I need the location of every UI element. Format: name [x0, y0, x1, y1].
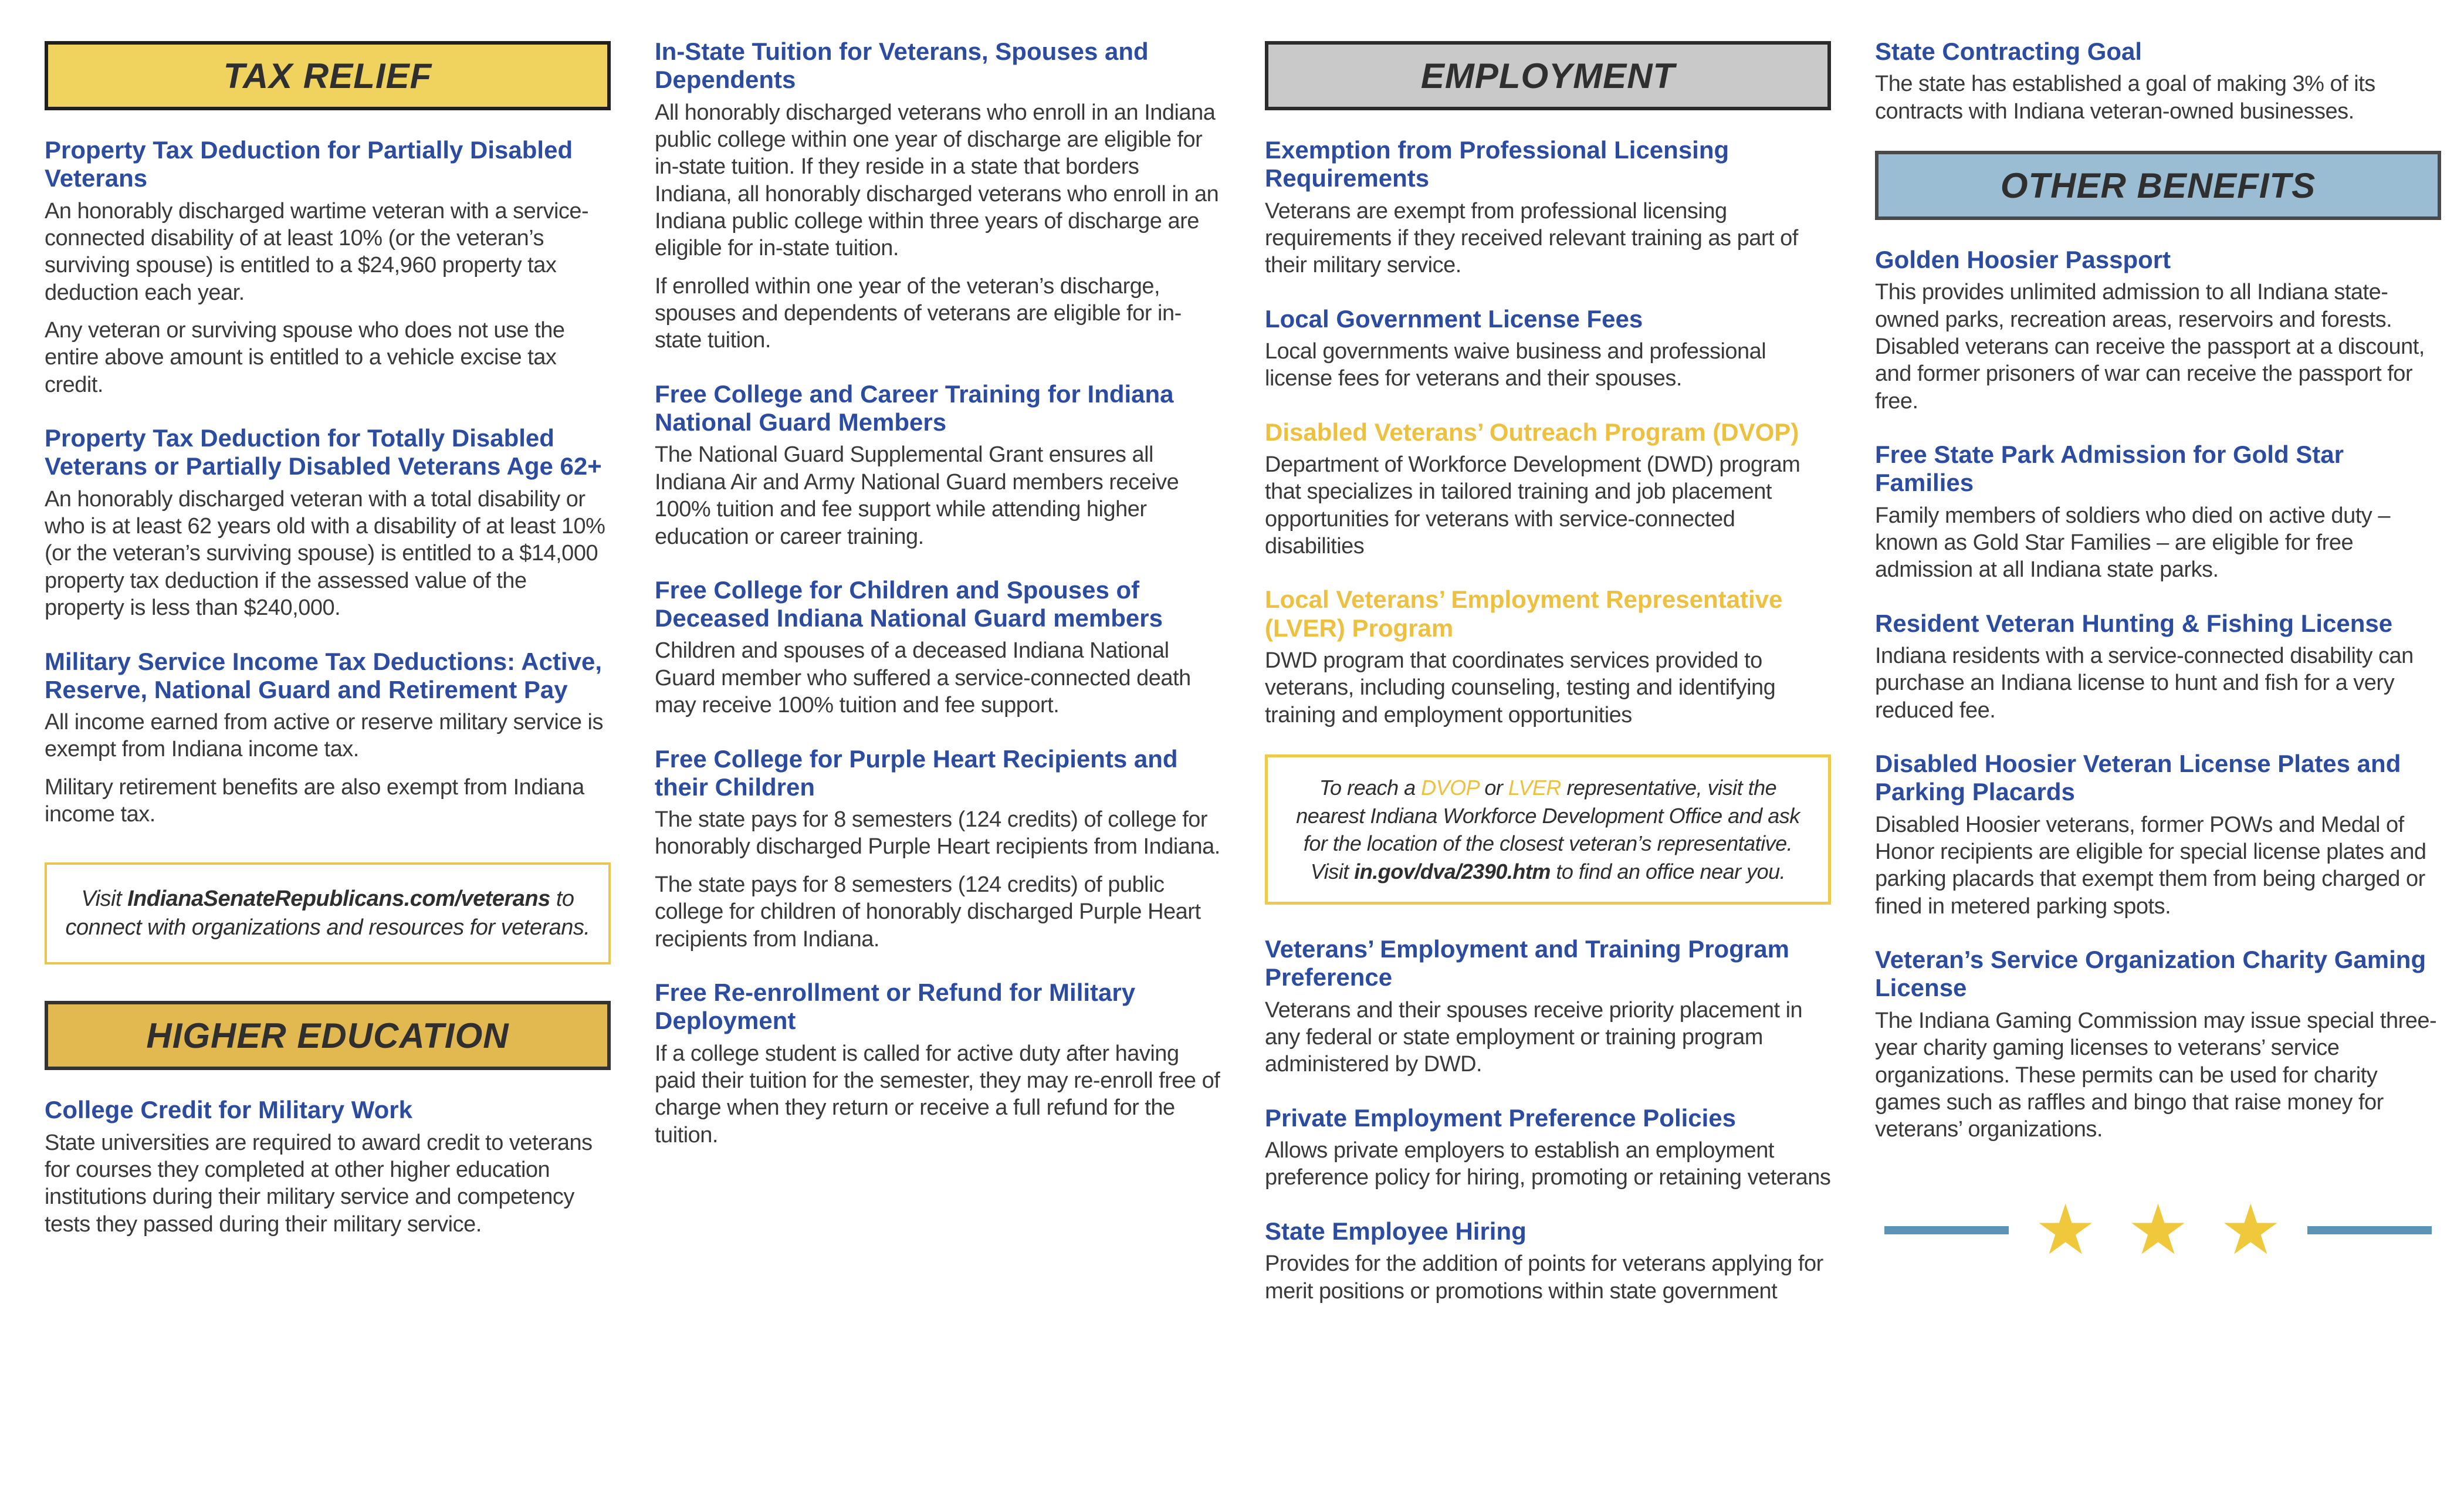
section-state-contracting-goal — [1875, 38, 2441, 125]
section-heading: Veteran’s Service Organization Charity Gaming License — [1875, 946, 2426, 1002]
section-band-employment — [1265, 41, 1831, 110]
section-license-plates-placards — [1875, 750, 2441, 920]
section-paragraph: Military retirement benefits are also exempt from Indiana income tax. — [45, 774, 584, 827]
section-band-other-benefits — [1875, 151, 2441, 220]
section-paragraph: Veterans are exempt from professional licensing requirements if they received relevant training as part of their military service. — [1265, 198, 1798, 278]
section-heading: Local Government License Fees — [1265, 304, 1643, 333]
callout-text: to connect with organizations and resources for veterans. — [65, 886, 590, 940]
callout-text: Visit — [81, 886, 128, 911]
section-paragraph: All income earned from active or reserve military service is exempt from Indiana income tax. — [45, 710, 603, 762]
section-heading: Private Employment Preference Policies — [1265, 1104, 1737, 1132]
section-lver — [1265, 585, 1831, 729]
section-heading: Free State Park Admission for Gold Star Families — [1875, 441, 2344, 497]
section-free-college-national-guard — [655, 380, 1221, 550]
section-paragraph: The Indiana Gaming Commission may issue special three-year charity gaming licenses to veterans’ service organizations. These permits can be used for charity games such as raffles and bingo that raise money for veterans’ organizations. — [1875, 1008, 2437, 1142]
section-heading: Golden Hoosier Passport — [1875, 246, 2171, 274]
section-free-college-purple-heart — [655, 745, 1221, 953]
column-tax-relief — [45, 38, 611, 1496]
section-paragraph: An honorably discharged veteran with a total disability or who is at least 62 years old with a disability of at least 10% (or the veteran’s surviving spouse) is entitled to a $14,000 property tax deduction if the assessed value of the property is less than $240,000. — [45, 486, 605, 621]
section-paragraph: Allows private employers to establish an employment preference policy for hiring, promoting or retaining veterans — [1265, 1138, 1831, 1190]
section-charity-gaming-license — [1875, 946, 2441, 1143]
section-heading-gold: Local Veterans’ Employment Representative (LVER) Program — [1265, 585, 1783, 642]
section-golden-hoosier-passport — [1875, 246, 2441, 415]
section-heading: State Contracting Goal — [1875, 38, 2143, 65]
section-property-tax-totally-disabled — [45, 424, 611, 621]
callout-text: or — [1478, 776, 1508, 800]
section-paragraph: DWD program that coordinates services provided to veterans, including counseling, testing and identifying training and employment opportunities — [1265, 648, 1776, 727]
section-heading: State Employee Hiring — [1265, 1217, 1527, 1245]
office-url-text: in.gov/dva/2390.htm — [1354, 859, 1551, 884]
callout-text: To reach a — [1319, 776, 1421, 800]
section-private-employment-preference — [1265, 1104, 1831, 1192]
column-other-benefits — [1875, 38, 2441, 1496]
star-icon: ★ — [2219, 1191, 2282, 1269]
section-paragraph: Any veteran or surviving spouse who does not use the entire above amount is entitled to a vehicle excise tax credit. — [45, 318, 565, 397]
section-paragraph: Local governments waive business and professional license fees for veterans and their spouses. — [1265, 339, 1766, 391]
section-paragraph: Indiana residents with a service-connected disability can purchase an Indiana license to hunt and fish for a very reduced fee. — [1875, 644, 2414, 723]
section-heading: Disabled Hoosier Veteran License Plates and Parking Placards — [1875, 750, 2401, 806]
star-row — [2034, 1191, 2282, 1269]
section-heading: Free College for Children and Spouses of Deceased Indiana National Guard members — [655, 576, 1163, 632]
section-paragraph: An honorably discharged wartime veteran with a service-connected disability of at least 10% (or the veteran’s surviving spouse) is entitled to a $24,960 property tax deduction each year. — [45, 198, 589, 305]
section-paragraph: All honorably discharged veterans who enroll in an Indiana public college within one year of discharge are eligible for in-state tuition. If they reside in a state that borders Indiana, all honorably discharged veterans who enroll in an Indiana public college within three years of discharge are eligible for in-state tuition. — [655, 100, 1219, 261]
section-heading: Veterans’ Employment and Training Program Preference — [1265, 935, 1789, 991]
section-heading: Property Tax Deduction for Partially Disabled Veterans — [45, 136, 573, 192]
section-heading: Resident Veteran Hunting & Fishing License — [1875, 609, 2393, 637]
section-heading: Free College for Purple Heart Recipients and their Children — [655, 744, 1178, 801]
section-paragraph: Disabled Hoosier veterans, former POWs and Medal of Honor recipients are eligible for special license plates and parking placards that exempt them from being charged or fined in metered parking spots. — [1875, 812, 2426, 919]
section-heading-gold: Disabled Veterans’ Outreach Program (DVOP) — [1265, 418, 1799, 446]
section-band-tax-relief — [45, 41, 611, 110]
section-paragraph: If a college student is called for active duty after having paid their tuition for the semester, they may re-enroll free of charge when they return or receive a full refund for the tuition. — [655, 1041, 1220, 1148]
section-free-college-deceased-guard-families — [655, 576, 1221, 719]
dvop-gold-text: DVOP — [1421, 776, 1479, 800]
section-paragraph: If enrolled within one year of the veteran’s discharge, spouses and dependents of veterans are eligible for in-state tuition. — [655, 273, 1182, 353]
band-title: OTHER BENEFITS — [2000, 165, 2316, 205]
section-paragraph: Department of Workforce Development (DWD) program that specializes in tailored training and job placement opportunities for veterans with service-connected disabilities — [1265, 452, 1800, 559]
column-tuition — [655, 38, 1221, 1496]
section-paragraph: The state pays for 8 semesters (124 credits) of college for honorably discharged Purple Heart recipients from Indiana. — [655, 807, 1220, 859]
section-paragraph: The state has established a goal of making 3% of its contracts with Indiana veteran-owned businesses. — [1875, 72, 2375, 124]
section-paragraph: The state pays for 8 semesters (124 credits) of public college for children of honorably discharged Purple Heart recipients from Indiana. — [655, 872, 1201, 952]
divider-bar — [1884, 1226, 2009, 1234]
section-property-tax-partially-disabled — [45, 136, 611, 398]
section-licensing-exemption — [1265, 136, 1831, 279]
column-employment — [1265, 38, 1831, 1496]
band-title: HIGHER EDUCATION — [146, 1016, 509, 1055]
section-in-state-tuition — [655, 38, 1221, 354]
section-dvop — [1265, 418, 1831, 560]
section-heading: Free College and Career Training for Indiana National Guard Members — [655, 380, 1174, 436]
section-college-credit-military-work — [45, 1096, 611, 1238]
visit-resources-callout — [45, 862, 611, 965]
lver-gold-text: LVER — [1508, 776, 1561, 800]
section-paragraph: The National Guard Supplemental Grant ensures all Indiana Air and Army National Guard members receive 100% tuition and fee support while attending higher education or career training. — [655, 442, 1179, 549]
section-heading: Free Re-enrollment or Refund for Military Deployment — [655, 978, 1136, 1035]
section-local-license-fees — [1265, 305, 1831, 392]
section-heading: Exemption from Professional Licensing Requirements — [1265, 136, 1729, 192]
website-url-text: IndianaSenateRepublicans.com/veterans — [127, 886, 550, 911]
section-paragraph: Veterans and their spouses receive priority placement in any federal or state employment or training program administered by DWD. — [1265, 997, 1803, 1077]
divider-bar — [2307, 1226, 2432, 1234]
dvop-lver-callout — [1265, 754, 1831, 905]
star-icon: ★ — [2127, 1191, 2189, 1269]
section-heading: Property Tax Deduction for Totally Disabled Veterans or Partially Disabled Veterans Age 62+ — [45, 424, 602, 480]
section-paragraph: This provides unlimited admission to all Indiana state-owned parks, recreation areas, reservoirs and forests. Disabled veterans can receive the passport at a discount, and former prisoners of war can receive the passport for free. — [1875, 280, 2425, 414]
section-free-reenrollment-refund — [655, 979, 1221, 1149]
section-employment-training-preference — [1265, 935, 1831, 1078]
section-hunting-fishing-license — [1875, 610, 2441, 724]
band-title: TAX RELIEF — [223, 56, 432, 96]
section-state-employee-hiring — [1265, 1217, 1831, 1305]
star-icon: ★ — [2034, 1191, 2097, 1269]
section-band-higher-education — [45, 1001, 611, 1070]
section-paragraph: Children and spouses of a deceased Indiana National Guard member who suffered a service-connected death may receive 100% tuition and fee support. — [655, 638, 1191, 718]
callout-text: representative, visit the nearest Indiana Workforce Development Office and ask for the location of the closest veteran’s representative. Visit — [1296, 776, 1800, 884]
section-heading: College Credit for Military Work — [45, 1096, 412, 1124]
footer-decoration — [1875, 1191, 2441, 1269]
section-gold-star-families-park-admission — [1875, 441, 2441, 584]
section-heading: In-State Tuition for Veterans, Spouses and Dependents — [655, 38, 1149, 94]
section-heading: Military Service Income Tax Deductions: Active, Reserve, National Guard and Retirement Pay — [45, 647, 602, 703]
section-paragraph: State universities are required to award credit to veterans for courses they completed at other higher education institutions during their military service and competency tests they passed during their military service. — [45, 1130, 593, 1237]
callout-text: to find an office near you. — [1550, 859, 1786, 884]
band-title: EMPLOYMENT — [1420, 56, 1676, 96]
section-military-income-tax-deductions — [45, 648, 611, 828]
section-paragraph: Provides for the addition of points for veterans applying for merit positions or promotions within state government — [1265, 1251, 1823, 1304]
section-paragraph: Family members of soldiers who died on active duty – known as Gold Star Families – are eligible for free admission at all Indiana state parks. — [1875, 503, 2390, 583]
